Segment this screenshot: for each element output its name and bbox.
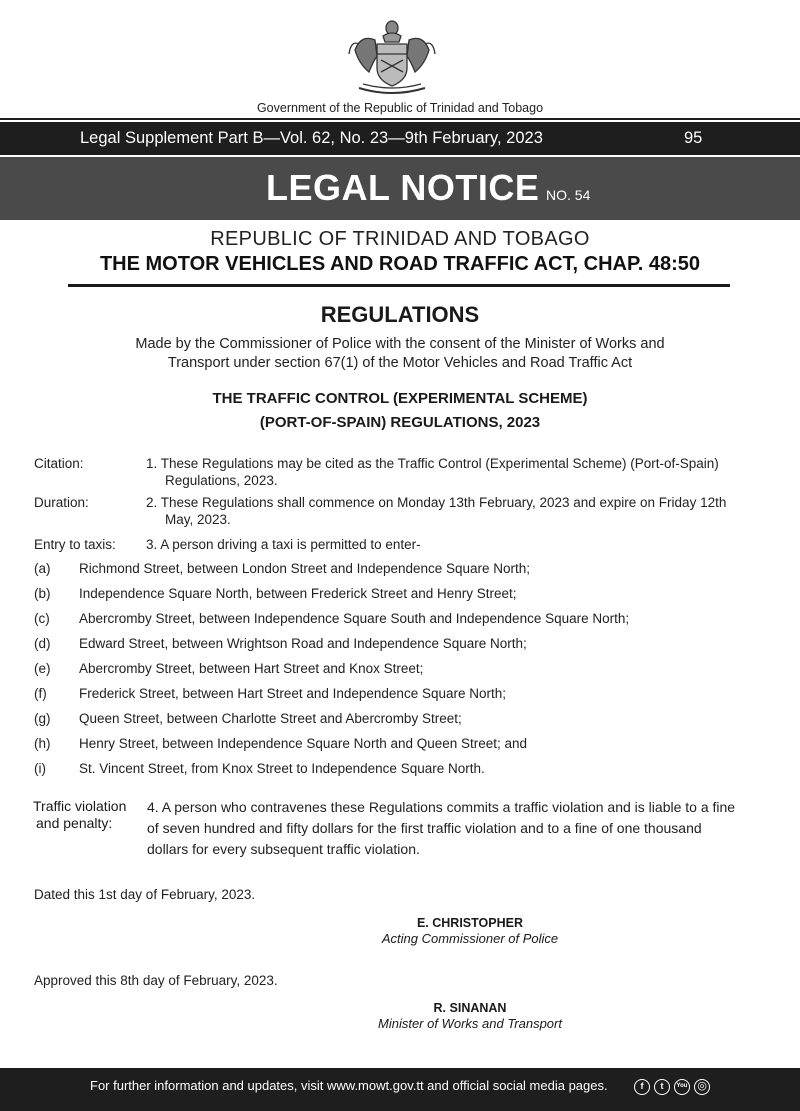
regulations-title-line-1: THE TRAFFIC CONTROL (EXPERIMENTAL SCHEME) — [212, 390, 588, 407]
header-rule — [0, 118, 800, 120]
violation-line-1: 4. A person who contravenes these Regulations commits a traffic violation and is liable to a fine — [147, 799, 736, 815]
supplement-bar — [0, 122, 800, 155]
violation-label-line-1: Traffic violation — [33, 798, 127, 814]
regulations-heading: REGULATIONS — [320, 302, 480, 327]
supplement-reference: Legal Supplement Part B—Vol. 62, No. 23—9th February, 2023 — [80, 129, 543, 147]
list-item-letter: (b) — [34, 586, 51, 601]
signatory-1-role: Acting Commissioner of Police — [381, 931, 559, 946]
act-underline-rule — [68, 284, 730, 287]
instagram-icon[interactable]: ◎ — [694, 1079, 710, 1095]
government-caption: Government of the Republic of Trinidad and Tobago — [256, 101, 544, 115]
legal-notice-banner — [0, 157, 800, 220]
list-item-letter: (i) — [34, 761, 46, 776]
signatory-2-role: Minister of Works and Transport — [378, 1016, 562, 1031]
facebook-icon[interactable]: f — [634, 1079, 650, 1095]
violation-text — [147, 797, 777, 860]
list-item-text: St. Vincent Street, from Knox Street to Independence Square North. — [79, 761, 485, 776]
list-item-letter: (e) — [34, 661, 51, 676]
list-item-text: Abercromby Street, between Independence Square South and Independence Square North; — [79, 611, 630, 626]
list-item-text: Edward Street, between Wrightson Road and Independence Square North; — [79, 636, 527, 651]
list-item-text: Queen Street, between Charlotte Street and Abercromby Street; — [79, 711, 462, 726]
violation-line-2: of seven hundred and fifty dollars for the first traffic violation and to a fine of one thousand — [147, 820, 702, 836]
list-item-letter: (f) — [34, 686, 47, 701]
citation-line-2: Regulations, 2023. — [165, 473, 278, 488]
approved-line: Approved this 8th day of February, 2023. — [34, 973, 278, 988]
list-item-letter: (h) — [34, 736, 51, 751]
duration-label: Duration: — [34, 495, 89, 510]
list-item-text: Abercromby Street, between Hart Street and Knox Street; — [79, 661, 424, 676]
legal-notice-number: NO. 54 — [546, 187, 591, 203]
regulations-title-line-2: (PORT-OF-SPAIN) REGULATIONS, 2023 — [259, 414, 541, 431]
violation-label-line-2: and penalty: — [36, 815, 113, 831]
made-by-line-2: Transport under section 67(1) of the Motor Vehicles and Road Traffic Act — [167, 355, 633, 371]
made-by-line-1: Made by the Commissioner of Police with the consent of the Minister of Works and — [135, 336, 665, 352]
signatory-1-name: E. CHRISTOPHER — [416, 916, 524, 930]
signatory-2-name: R. SINANAN — [433, 1001, 507, 1015]
act-heading: THE MOTOR VEHICLES AND ROAD TRAFFIC ACT, CHAP. 48:50 — [99, 253, 701, 275]
citation-line-1: 1. These Regulations may be cited as the Traffic Control (Experimental Scheme) (Port-of-Spain) — [146, 456, 719, 471]
youtube-icon[interactable]: You — [674, 1079, 690, 1095]
duration-line-2: May, 2023. — [165, 512, 231, 527]
list-item-text: Independence Square North, between Frederick Street and Henry Street; — [79, 586, 517, 601]
footer-text: For further information and updates, visit www.mowt.gov.tt and official social media pages. — [90, 1078, 608, 1093]
citation-label: Citation: — [34, 456, 84, 471]
duration-line-1: 2. These Regulations shall commence on Monday 13th February, 2023 and expire on Friday 12th — [146, 495, 727, 510]
list-item-letter: (c) — [34, 611, 50, 626]
footer-bar — [0, 1068, 800, 1111]
dated-line: Dated this 1st day of February, 2023. — [34, 887, 256, 902]
legal-notice-title: LEGAL NOTICE — [266, 167, 540, 208]
social-icons — [634, 1079, 710, 1095]
coat-of-arms-emblem — [345, 14, 439, 100]
list-item-text: Frederick Street, between Hart Street and Independence Square North; — [79, 686, 506, 701]
made-by-paragraph — [100, 335, 700, 373]
list-item-letter: (g) — [34, 711, 51, 726]
entry-label: Entry to taxis: — [34, 537, 116, 552]
twitter-icon[interactable]: t — [654, 1079, 670, 1095]
list-item-text: Henry Street, between Independence Square North and Queen Street; and — [79, 736, 528, 751]
list-item-letter: (d) — [34, 636, 51, 651]
republic-heading: REPUBLIC OF TRINIDAD AND TOBAGO — [210, 228, 590, 250]
list-item-text: Richmond Street, between London Street and Independence Square North; — [79, 561, 531, 576]
violation-line-3: dollars for every subsequent traffic violation. — [147, 841, 420, 857]
entry-text: 3. A person driving a taxi is permitted to enter- — [146, 537, 421, 552]
list-item-letter: (a) — [34, 561, 51, 576]
violation-label — [33, 798, 126, 832]
page-number: 95 — [684, 129, 703, 147]
